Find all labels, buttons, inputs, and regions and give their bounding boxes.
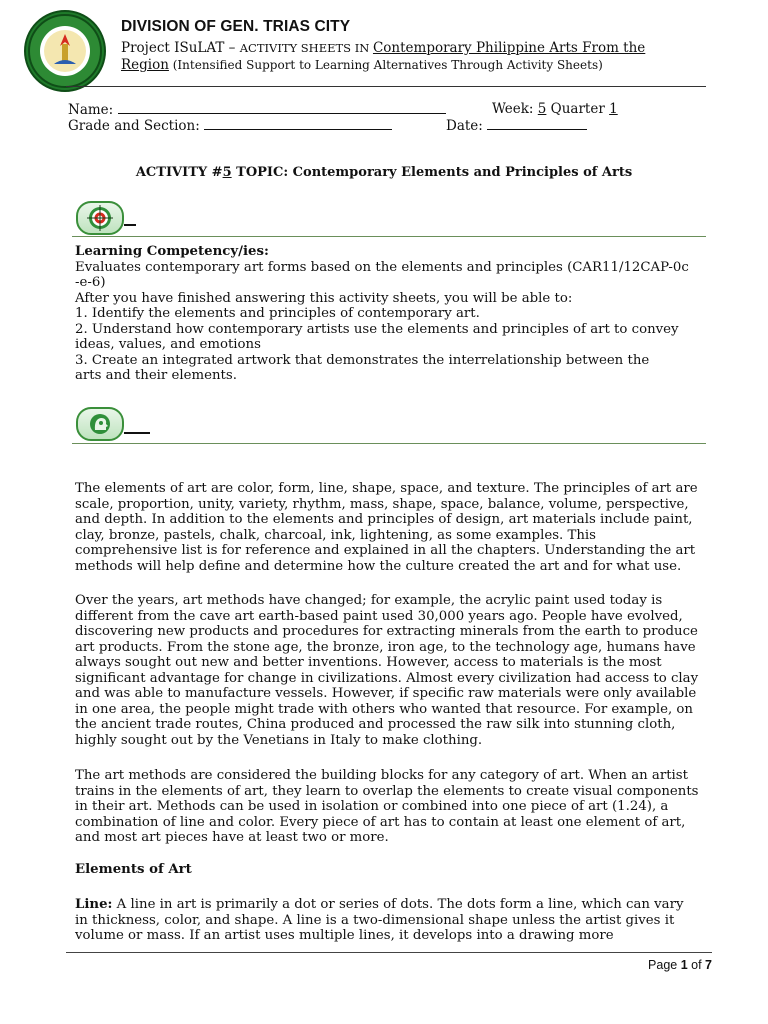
paragraph-1 bbox=[75, 481, 715, 574]
name-field[interactable] bbox=[118, 101, 446, 114]
line-paragraph bbox=[75, 897, 715, 944]
text-line: volume or mass. If an artist uses multiple lines, it develops into a drawing more bbox=[75, 928, 614, 943]
head-icon bbox=[76, 407, 124, 441]
paragraph-2 bbox=[75, 593, 715, 748]
date-label: Date: bbox=[446, 118, 483, 134]
grade-field[interactable] bbox=[204, 117, 392, 130]
text-line: trains in the elements of art, they learn to overlap the elements to create visual components bbox=[75, 783, 699, 799]
week-label: Week: bbox=[492, 101, 534, 117]
elements-heading: Elements of Art bbox=[75, 862, 192, 877]
text-line: art products. From the stone age, the bronze, iron age, to the technology age, humans have bbox=[75, 639, 696, 655]
activity-title bbox=[0, 165, 768, 180]
paragraph-3 bbox=[75, 768, 715, 846]
project-suffix: (Intensified Support to Learning Alternatives Through Activity Sheets) bbox=[168, 58, 603, 72]
section-divider bbox=[72, 443, 706, 444]
line-text: A line in art is primarily a dot or series of dots. The dots form a line, which can vary bbox=[112, 897, 684, 912]
competency-line: After you have finished answering this activity sheets, you will be able to: bbox=[75, 290, 573, 306]
name-label: Name: bbox=[68, 102, 114, 118]
activity-number: 5 bbox=[222, 165, 232, 180]
week-row bbox=[492, 101, 618, 117]
text-line: Over the years, art methods have changed; for example, the acrylic paint used today is bbox=[75, 593, 663, 608]
project-title-line2 bbox=[121, 57, 603, 73]
text-line: in thickness, color, and shape. A line is a two-dimensional shape unless the artist gives it bbox=[75, 912, 675, 928]
text-line: different from the cave art earth-based paint used 30,000 years ago. People have evolved, bbox=[75, 608, 683, 624]
project-title-line1 bbox=[121, 40, 645, 56]
competency-title: Learning Competency/ies: bbox=[75, 244, 269, 259]
competency-line: 1. Identify the elements and principles of contemporary art. bbox=[75, 306, 480, 321]
division-title: DIVISION OF GEN. TRIAS CITY bbox=[121, 18, 351, 35]
competency-line: 2. Understand how contemporary artists use the elements and principles of art to convey bbox=[75, 321, 679, 337]
competency-line: ideas, values, and emotions bbox=[75, 337, 261, 352]
text-line: highly sought out by the Venetians in Italy to make clothing. bbox=[75, 732, 483, 748]
footer-divider bbox=[66, 952, 712, 953]
text-line: in one area, the people might trade with others who wanted that resource. For example, on bbox=[75, 701, 693, 717]
header-divider bbox=[66, 86, 706, 87]
page-indicator bbox=[648, 958, 712, 972]
quarter-value: 1 bbox=[609, 101, 618, 117]
grade-label: Grade and Section: bbox=[68, 118, 200, 134]
text-line: clay, bronze, pastels, chalk, charcoal, ink, lightening, as some examples. This bbox=[75, 527, 596, 543]
date-field[interactable] bbox=[487, 117, 587, 130]
competency-line: arts and their elements. bbox=[75, 368, 237, 383]
text-line: The art methods are considered the building blocks for any category of art. When an artist bbox=[75, 768, 688, 783]
week-value: 5 bbox=[537, 101, 547, 117]
competency-line: Evaluates contemporary art forms based on the elements and principles (CAR11/12CAP-0c bbox=[75, 259, 689, 275]
text-line: significant advantage for change in civilizations. Almost every civilization had access to clay bbox=[75, 670, 699, 686]
text-line: always sought out new and better inventions. However, access to materials is the most bbox=[75, 655, 662, 670]
grade-row bbox=[68, 117, 392, 134]
name-row bbox=[68, 101, 446, 118]
page-label: Page bbox=[648, 958, 681, 972]
section-divider bbox=[72, 236, 706, 237]
text-line: and depth. In addition to the elements and principles of design, art materials include paint, bbox=[75, 512, 693, 527]
project-prefix: Project ISuLAT – bbox=[121, 40, 240, 56]
division-seal-icon bbox=[24, 10, 106, 92]
activity-prefix: ACTIVITY # bbox=[135, 165, 223, 180]
of-label: of bbox=[687, 958, 706, 972]
project-caps: ACTIVITY SHEETS IN bbox=[239, 41, 373, 55]
text-line: comprehensive list is for reference and explained in all the chapters. Understanding the art bbox=[75, 543, 696, 558]
text-line: and most art pieces have at least two or more. bbox=[75, 830, 389, 845]
text-line: and was able to manufacture vessels. However, if specific raw materials were only available bbox=[75, 686, 697, 701]
text-line: discovering new products and procedures for extracting minerals from the earth to produce bbox=[75, 624, 698, 639]
text-line: combination of line and color. Every piece of art has to contain at least one element of art, bbox=[75, 814, 686, 830]
page-number: 1 bbox=[680, 958, 688, 972]
text-line: methods will help define and determine how the culture created the art and for what use. bbox=[75, 558, 682, 574]
text-line bbox=[75, 897, 715, 913]
icon-dash bbox=[124, 432, 150, 434]
competency-line: -e-6) bbox=[75, 275, 106, 290]
date-row bbox=[446, 117, 587, 134]
subject-line2: Region bbox=[121, 57, 169, 73]
text-line: in their art. Methods can be used in isolation or combined into one piece of art (1.24), a bbox=[75, 799, 669, 814]
target-icon bbox=[76, 201, 124, 235]
line-term: Line: bbox=[75, 897, 113, 912]
competency-line: 3. Create an integrated artwork that demonstrates the interrelationship between the bbox=[75, 352, 650, 368]
competency-block bbox=[75, 244, 715, 384]
text-line: the ancient trade routes, China produced and processed the raw silk into stunning cloth, bbox=[75, 717, 676, 732]
activity-topic: TOPIC: Contemporary Elements and Principles of Arts bbox=[231, 165, 633, 180]
text-line: The elements of art are color, form, line, shape, space, and texture. The principles of art are bbox=[75, 481, 698, 496]
text-line: scale, proportion, unity, variety, rhythm, mass, shape, space, balance, volume, perspective, bbox=[75, 496, 689, 512]
icon-dash bbox=[124, 224, 136, 226]
quarter-label: Quarter bbox=[550, 101, 605, 117]
page-total: 7 bbox=[705, 958, 712, 972]
subject-line1: Contemporary Philippine Arts From the bbox=[372, 40, 646, 56]
